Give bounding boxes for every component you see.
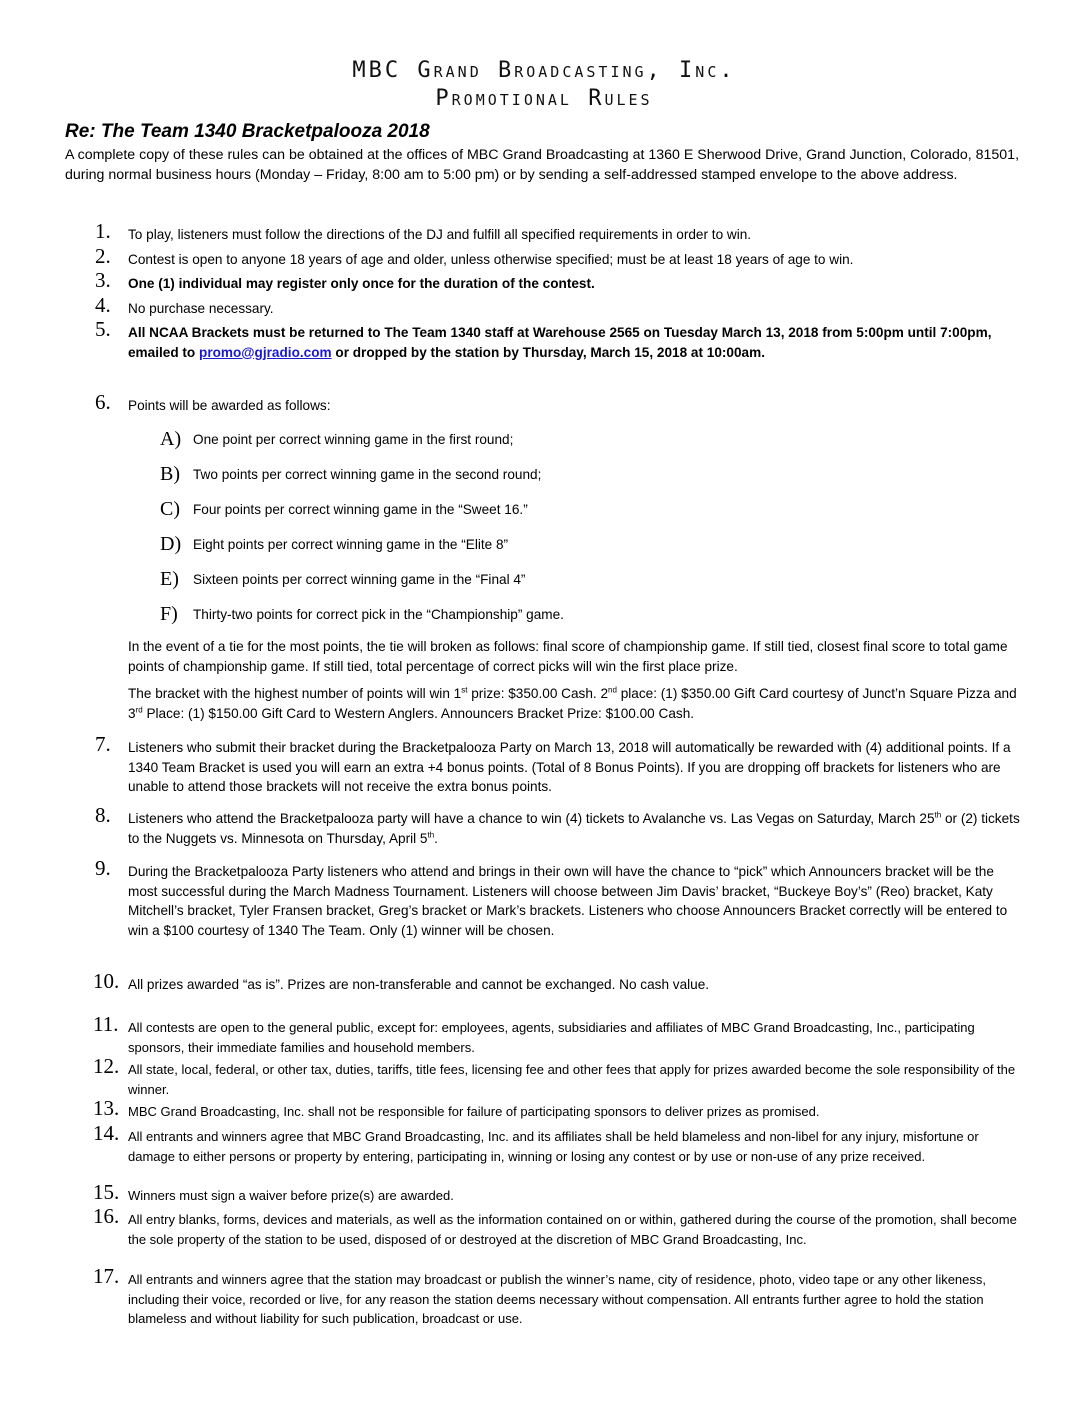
points-letter: B): [160, 463, 180, 485]
points-letter: A): [160, 428, 182, 450]
company-name-heading: [0, 58, 1088, 83]
rule-number: 5.: [95, 317, 111, 341]
points-letter: C): [160, 498, 180, 520]
rule-number: 13.: [93, 1096, 120, 1120]
prizes-text: Place: (1) $150.00 Gift Card to Western Anglers. Announcers Bracket Prize: $100.00 Cash.: [142, 705, 695, 721]
rule-item: [93, 1012, 1025, 1057]
document-title: [0, 86, 1088, 111]
rule-text-part: or dropped by the station by Thursday, March 15, 2018 at 10:00am.: [331, 344, 765, 360]
rule-number: 15.: [93, 1180, 120, 1204]
rule-item: [93, 1204, 1025, 1249]
rule-number: 16.: [93, 1204, 120, 1228]
ordinal-suffix: th: [427, 829, 435, 839]
points-letter: E): [160, 568, 179, 590]
prizes-text: The bracket with the highest number of points will win 1: [128, 686, 462, 701]
rule-item: [95, 856, 1025, 940]
rule-number: 3.: [95, 268, 111, 292]
rule-text: One (1) individual may register only once for the duration of the contest.: [128, 276, 595, 291]
points-letter: D): [160, 533, 182, 555]
rule-text: Winners must sign a waiver before prize(s) are awarded.: [128, 1188, 454, 1203]
rule-item: [95, 803, 1025, 848]
rule-text: All state, local, federal, or other tax, duties, tariffs, title fees, licensing fee and other fees that apply for prizes awarded become the sole responsibility of the winner.: [128, 1062, 1016, 1097]
rule-item: [95, 317, 1025, 362]
subject-line: Re: The Team 1340 Bracketpalooza 2018: [65, 121, 430, 142]
rule-number: 6.: [95, 390, 111, 414]
rule-text: All entrants and winners agree that MBC Grand Broadcasting, Inc. and its affiliates shall be held blameless and non-libel for any injury, misfortune or damage to either persons or property by entering, participating in, winning or losing any contest or by use or non-use of any prize received.: [128, 1129, 979, 1164]
points-text: Two points per correct winning game in the second round;: [193, 467, 542, 482]
prizes-text: place: (1) $350.00 Gift Card courtesy of Junct’n Square Pizza and 3: [128, 686, 1017, 721]
rule-item: [93, 1121, 1025, 1166]
points-item: [160, 533, 509, 555]
rule-item: [95, 390, 1025, 416]
rule-text-part: or (2) tickets to the Nuggets vs. Minnesota on Thursday, April 5: [128, 811, 1020, 846]
rule-item: [95, 244, 1025, 270]
rule-item: [95, 268, 1025, 294]
rule-number: 14.: [93, 1121, 120, 1145]
rule-item: [93, 969, 1025, 995]
rule-number: 1.: [95, 219, 111, 243]
points-text: Sixteen points per correct winning game in the “Final 4”: [193, 572, 526, 587]
points-letter: F): [160, 603, 178, 625]
points-item: [160, 463, 542, 485]
rule-number: 17.: [93, 1264, 120, 1288]
rule-item: [95, 293, 1025, 319]
tiebreak-paragraph: In the event of a tie for the most points, the tie will broken as follows: final score of championship game. If still tied, closest final score to total game points of championship game. If still tied, total percentage of correct picks will win the first place prize.: [128, 639, 1008, 674]
rule-text: [128, 809, 1025, 848]
ordinal-suffix: st: [461, 685, 468, 695]
rule-number: 2.: [95, 244, 111, 268]
rule-number: 11.: [93, 1012, 119, 1036]
rule-text: Listeners who submit their bracket during the Bracketpalooza Party on March 13, 2018 will automatically be rewarded with (4) additional points. If a 1340 Team Bracket is used you will earn an extra +4 bonus points. (Total of 8 Bonus Points). If you are dropping off brackets for listeners who are unable to attend those brackets will not receive the extra bonus points.: [128, 740, 1011, 794]
ordinal-suffix: rd: [135, 704, 143, 714]
rule-text-part: All NCAA Brackets must be returned to The Team 1340 staff at Warehouse 2565 on Tuesday March 13, 2018 from 5:00pm until 7:00pm, emailed to: [128, 325, 992, 360]
rule-item: [93, 1264, 1025, 1329]
rule-text: No purchase necessary.: [128, 301, 274, 316]
rule-text: All entrants and winners agree that the station may broadcast or publish the winner’s name, city of residence, photo, video tape or any other likeness, including their voice, recorded or live, for any reason the station deems necessary without compensation. All entrants further agree to hold the station blameless and without liability for such publication, broadcast or use.: [128, 1272, 987, 1326]
rule-item: [93, 1180, 1025, 1206]
points-item: [160, 498, 528, 520]
points-text: Four points per correct winning game in the “Sweet 16.”: [193, 502, 528, 517]
rule-text-part: Listeners who attend the Bracketpalooza party will have a chance to win (4) tickets to Avalanche vs. Las Vegas on Saturday, March 25: [128, 811, 935, 826]
points-item: [160, 428, 514, 450]
document-title-text: Promotional Rules: [435, 86, 653, 111]
rule-number: 8.: [95, 803, 111, 827]
rule-text: During the Bracketpalooza Party listeners who attend and brings in their own will have the chance to “pick” which Announcers bracket will be the most successful during the March Madness Tournament. Listeners will choose between Jim Davis’ bracket, “Buckeye Boy’s” (Reo) bracket, Katy Mitchell’s bracket, Tyler Fransen bracket, Greg’s bracket or Mark’s brackets. Listeners who choose Announcers Bracket correctly will be entered to win a $100 courtesy of 1340 The Team. Only (1) winner will be chosen.: [128, 864, 1008, 938]
rule-text: Points will be awarded as follows:: [128, 398, 331, 413]
points-item: [160, 568, 526, 590]
ordinal-suffix: th: [934, 810, 942, 820]
rule-text: All contests are open to the general public, except for: employees, agents, subsidiaries and affiliates of MBC Grand Broadcasting, Inc., participating sponsors, their immediate families and household members.: [128, 1020, 975, 1055]
rule-item: [93, 1096, 1025, 1122]
rule-text: All prizes awarded “as is”. Prizes are non-transferable and cannot be exchanged. No cash value.: [128, 977, 710, 992]
rule-text: All entry blanks, forms, devices and materials, as well as the information contained on or within, gathered during the course of the promotion, shall become the sole property of the station to be used, disposed of or destroyed at the discretion of MBC Grand Broadcasting, Inc.: [128, 1212, 1017, 1247]
rule-text: [128, 323, 1025, 362]
company-name: MBC Grand Broadcasting, Inc.: [352, 58, 736, 83]
points-text: Eight points per correct winning game in the “Elite 8”: [193, 537, 509, 552]
rule-number: 9.: [95, 856, 111, 880]
rule-number: 4.: [95, 293, 111, 317]
rule-text-part: .: [434, 830, 438, 846]
rule-item: [95, 732, 1025, 797]
rule-number: 7.: [95, 732, 111, 756]
rule-number: 10.: [93, 969, 120, 993]
ordinal-suffix: nd: [608, 685, 617, 695]
points-text: One point per correct winning game in the first round;: [193, 432, 514, 447]
rule-number: 12.: [93, 1054, 120, 1078]
email-link[interactable]: promo@gjradio.com: [199, 344, 332, 360]
prizes-text: prize: $350.00 Cash. 2: [467, 686, 609, 701]
rule-item: [93, 1054, 1025, 1099]
rule-text: Contest is open to anyone 18 years of age and older, unless otherwise specified; must be at least 18 years of age to win.: [128, 252, 854, 267]
points-text: Thirty-two points for correct pick in the “Championship” game.: [193, 607, 564, 622]
rule-text: To play, listeners must follow the directions of the DJ and fulfill all specified requirements in order to win.: [128, 227, 752, 242]
rule-text: MBC Grand Broadcasting, Inc. shall not be responsible for failure of participating sponsors to deliver prizes as promised.: [128, 1104, 820, 1119]
rule-item: [95, 219, 1025, 245]
intro-paragraph: A complete copy of these rules can be obtained at the offices of MBC Grand Broadcasting at 1360 E Sherwood Drive, Grand Junction, Colorado, 81501, during normal business hours (Monday – Friday, 8:00 am to 5:00 pm) or by sending a self-addressed stamped envelope to the above address.: [65, 147, 1020, 183]
points-item: [160, 603, 564, 625]
prizes-paragraph: [128, 684, 1028, 723]
